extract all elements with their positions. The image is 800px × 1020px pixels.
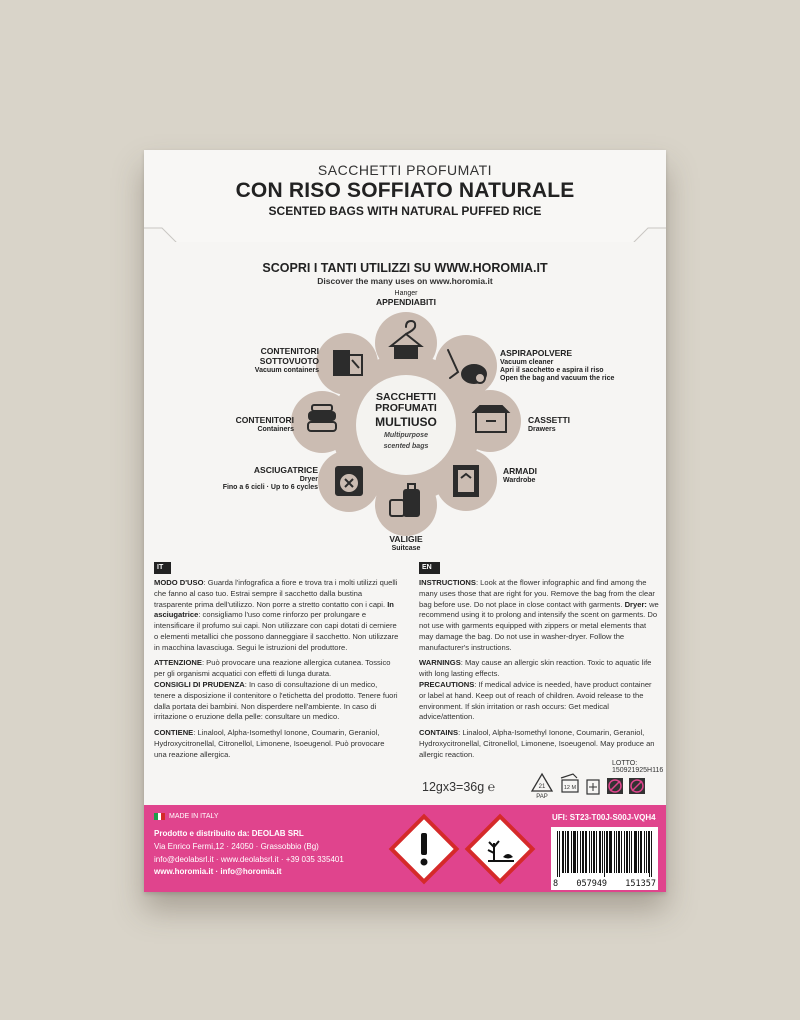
it-usage: MODO D'USO: Guarda l'infografica a fiore e trova tra i molti utilizzi quelli che fanno al caso tuo. Estrai sempre il sacchetto dalla bustina trasparente prima dell'utilizzo. Non porre a stretto contatto con i capi. In asciugatrice: consigliamo l'uso come rinforzo per prolungare e intensificare il profumo sui capi. Non utilizzare con capi dotati di cerniere o elementi metallici che possono danneggiare il sacchetto. Non utilizzare in macchina lavasciuga. Segui le istruzioni del produttore. — [154, 577, 399, 652]
barcode-bar — [634, 831, 635, 873]
label-containers: CONTENITORI Containers — [235, 415, 294, 434]
en-warnings: WARNINGS: May cause an allergic skin reaction. Toxic to aquatic life with long lasting effects. — [419, 658, 652, 679]
recycling-pap-icon — [532, 774, 552, 800]
flower-center — [350, 392, 462, 451]
discover-subtitle: Discover the many uses on www.horomia.it — [317, 276, 493, 286]
label-vacuum: ASPIRAPOLVERE Vacuum cleaner Apri il sacchetto e aspira il riso Open the bag and vacuum the rice — [500, 348, 615, 383]
label-wardrobe: ARMADI Wardrobe — [503, 466, 537, 485]
wardrobe-icon — [454, 466, 478, 496]
barcode-bar — [606, 831, 607, 873]
barcode-bar — [585, 831, 586, 873]
barcode-bar — [648, 831, 649, 873]
dryer-icon — [336, 467, 362, 495]
barcode-bar — [596, 831, 597, 873]
disposal-icons — [529, 770, 664, 802]
label-vacuum-containers: CONTENITORI SOTTOVUOTO Vacuum containers — [254, 346, 319, 375]
label-suitcase: VALIGIE Suitcase — [389, 534, 423, 553]
producer-info: Prodotto e distribuito da: DEOLAB SRL Via Enrico Fermi,12 · 24050 · Grassobbio (Bg) info@deolabsrl.it · www.deolabsrl.it · +39 035 335401 www.horomia.it · info@horomia.it — [154, 829, 344, 877]
barcode-digits: 8 057949 151357 — [553, 879, 656, 889]
barcode-bar — [563, 831, 564, 873]
bin-icon — [587, 780, 599, 794]
barcode-bar — [651, 831, 652, 877]
header-line3: SCENTED BAGS WITH NATURAL PUFFED RICE — [268, 204, 542, 218]
svg-text:12 M: 12 M — [563, 785, 577, 791]
label-hanger: Hanger APPENDIABITI — [376, 290, 436, 308]
barcode-bar — [586, 831, 587, 873]
no-eat-icon — [629, 778, 645, 794]
barcode-bar — [582, 831, 583, 873]
header-line2: CON RISO SOFFIATO NATURALE — [235, 179, 575, 202]
footer-band — [144, 805, 666, 892]
en-contains: CONTAINS: Linalool, Alpha-Isomethyl Ionone, Coumarin, Geraniol, Hydroxycitronellal, Citronellol, Limonene, Isoeugenol. May produce an allergic reaction. — [419, 728, 655, 759]
barcode-bar — [568, 831, 569, 873]
barcode-bar — [616, 831, 617, 873]
petal-vacuum — [435, 335, 497, 397]
exclamation-mark-hazard-icon — [388, 813, 460, 885]
discover-title: SCOPRI I TANTI UTILIZZI SU WWW.HOROMIA.IT — [262, 261, 548, 275]
barcode-bar — [631, 831, 632, 873]
barcode-bar — [559, 831, 560, 877]
barcode-bar — [624, 831, 625, 873]
barcode-bar — [629, 831, 630, 873]
it-contains: CONTIENE: Linalool, Alpha-Isomethyl Ionone, Coumarin, Geraniol, Hydroxycitronellal, Citronellol, Limonene, Isoeugenol. Può provocare una reazione allergica. — [154, 728, 385, 759]
barcode-bar — [600, 831, 601, 873]
center-line2: PROFUMATI — [375, 402, 437, 415]
barcode-bar — [635, 831, 636, 873]
english-text — [419, 562, 659, 765]
petal-hanger — [375, 312, 437, 374]
barcode-bar — [589, 831, 590, 873]
label-drawers: CASSETTI Drawers — [528, 415, 571, 434]
environment-hazard-icon — [464, 813, 536, 885]
barcode-bar — [611, 831, 612, 873]
barcode-bar — [577, 831, 578, 873]
barcode-bar — [565, 831, 566, 873]
barcode — [551, 827, 658, 890]
barcode-bar — [609, 831, 610, 873]
made-in-italy: MADE IN ITALY — [154, 813, 219, 820]
it-warning: ATTENZIONE: Può provocare una reazione allergica cutanea. Tossico per gli organismi acquatici con effetti di lunga durata. — [154, 658, 391, 679]
italian-text — [154, 562, 399, 765]
barcode-bar — [602, 831, 603, 873]
en-instructions: INSTRUCTIONS: Look at the flower infographic and find among the many uses those that are right for you. Remove the bag from the clear bag before use. Do not place in close contact with garments. Dryer: we recommend using it to prolong and intensify the scent on garments. Do not use with garments equipped with zippers or metal elements that may damage the bag. Do not use in washer-dryer. Follow the manufacturer's instructions. — [419, 577, 659, 652]
barcode-bars — [551, 827, 658, 877]
barcode-bar — [638, 831, 639, 873]
barcode-bar — [593, 831, 594, 873]
net-weight: 12gx3=36g ℮ — [422, 780, 496, 794]
barcode-bar — [571, 831, 572, 873]
barcode-bar — [621, 831, 622, 873]
barcode-bar — [573, 831, 574, 873]
barcode-bar — [575, 831, 576, 873]
barcode-bar — [627, 831, 628, 873]
barcode-bar — [649, 831, 650, 877]
it-precautions: CONSIGLI DI PRUDENZA: In caso di consultazione di un medico, tenere a disposizione il contenitore o l'etichetta del prodotto. Tenere fuori dalla portata dei bambini. Non disperdere nell'ambiente. In caso di irritazione o eruzione della pelle: consultare un medico. — [154, 679, 398, 722]
barcode-bar — [583, 831, 584, 873]
pao-jar-icon — [561, 774, 578, 792]
center-line1: SACCHETTI — [375, 391, 437, 403]
product-package-back — [144, 150, 666, 892]
label-dryer: ASCIUGATRICE Dryer Fino a 6 cicli · Up to 6 cycles — [222, 465, 318, 492]
keep-away-children-icon — [607, 778, 623, 794]
barcode-bar — [614, 831, 615, 873]
barcode-bar — [557, 831, 558, 877]
lang-tag-en: EN — [419, 562, 440, 574]
barcode-bar — [562, 831, 563, 873]
center-sub2: scented bags — [383, 443, 429, 451]
barcode-bar — [626, 831, 627, 873]
barcode-bar — [618, 831, 619, 873]
svg-text:21: 21 — [538, 784, 546, 790]
barcode-bar — [640, 831, 641, 873]
barcode-bar — [580, 831, 581, 873]
barcode-bar — [604, 831, 605, 877]
lot-number: LOTTO: 150921925H116 — [612, 760, 664, 774]
barcode-bar — [591, 831, 592, 873]
barcode-bar — [646, 831, 647, 873]
svg-text:PAP: PAP — [536, 794, 548, 800]
barcode-bar — [610, 831, 611, 873]
italy-flag-icon — [154, 813, 165, 820]
barcode-bar — [644, 831, 645, 873]
barcode-bar — [594, 831, 595, 873]
barcode-bar — [607, 831, 608, 873]
barcode-bar — [567, 831, 568, 873]
en-precautions: PRECAUTIONS: If medical advice is needed, have product container or label at hand. Keep out of reach of children. Avoid release to the environment. If skin irritation or rash occurs: Get medical advice/attention. — [419, 679, 652, 722]
barcode-bar — [636, 831, 637, 873]
ufi-code: UFI: ST23-T00J-S00J-VQH4 — [552, 813, 656, 822]
lang-tag-it: IT — [154, 562, 171, 574]
barcode-bar — [641, 831, 642, 873]
barcode-bar — [574, 831, 575, 873]
barcode-bar — [619, 831, 620, 873]
barcode-bar — [599, 831, 600, 873]
center-line3: MULTIUSO — [375, 415, 437, 430]
center-sub1: Multipurpose — [384, 432, 428, 440]
header-line1: SACCHETTI PROFUMATI — [317, 162, 493, 178]
